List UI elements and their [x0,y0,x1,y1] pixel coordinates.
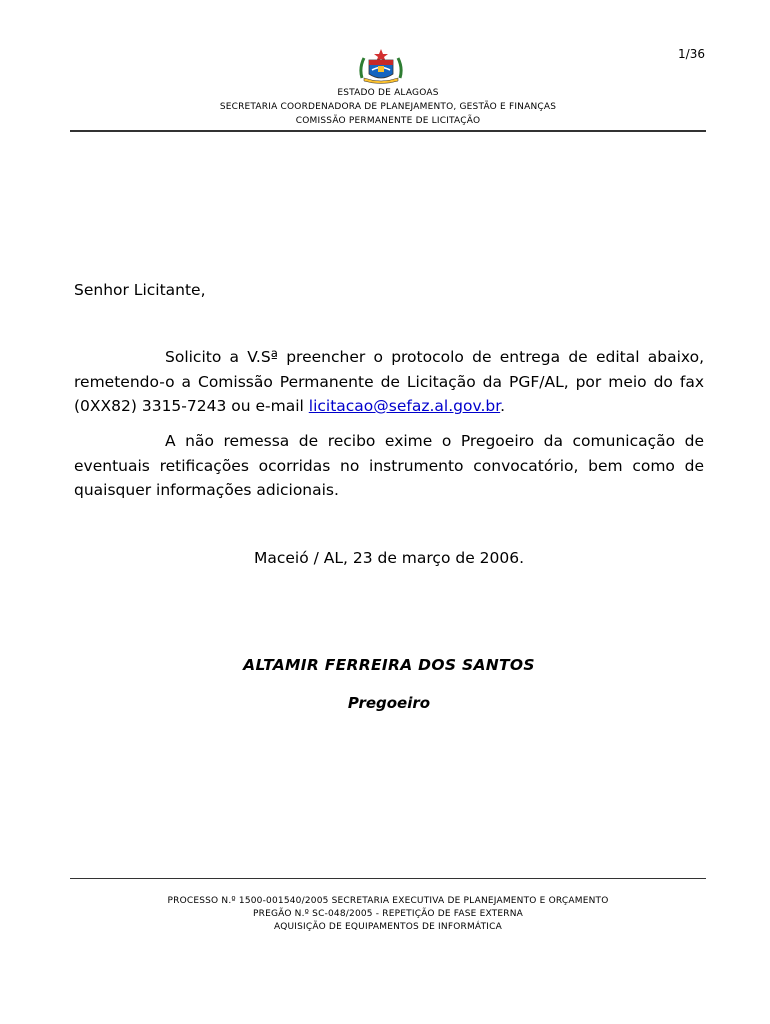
notice-paragraph: A não remessa de recibo exime o Pregoeiro da comunicação de eventuais retificações ocorridas no instrumento convocatório, bem como de quaisquer informações adicionais. [74,432,704,499]
state-coat-of-arms-icon [358,48,404,84]
signer-role: Pregoeiro [347,694,431,712]
request-text-end: . [500,397,506,415]
date-line: Maceió / AL, 23 de março de 2006. [253,549,525,567]
greeting: Senhor Licitante, [74,281,206,299]
request-text: Solicito a V.Sª preencher o protocolo de entrega de edital abaixo, remetendo-o a Comissão Permanente de Licitação da PGF/AL, por meio do fax (0XX82) 3315-7243 ou e-mail [74,348,704,415]
footer-auction: PREGÃO N.º SC-048/2005 - REPETIÇÃO DE FASE EXTERNA [252,909,523,919]
page-number: 1/36 [678,47,705,61]
header-divider [70,130,706,132]
footer-subject: AQUISIÇÃO DE EQUIPAMENTOS DE INFORMÁTICA [274,922,502,932]
header-secretariat: SECRETARIA COORDENADORA DE PLANEJAMENTO, GESTÃO E FINANÇAS [219,102,557,112]
header-commission: COMISSÃO PERMANENTE DE LICITAÇÃO [295,116,481,126]
signer-name: ALTAMIR FERREIRA DOS SANTOS [243,656,535,674]
email-link[interactable]: licitacao@sefaz.al.gov.br [308,397,501,415]
footer-process: PROCESSO N.º 1500-001540/2005 SECRETARIA EXECUTIVA DE PLANEJAMENTO E ORÇAMENTO [167,896,609,906]
header-state-name: ESTADO DE ALAGOAS [337,88,439,98]
request-paragraph [74,345,704,419]
footer-divider [70,878,706,879]
